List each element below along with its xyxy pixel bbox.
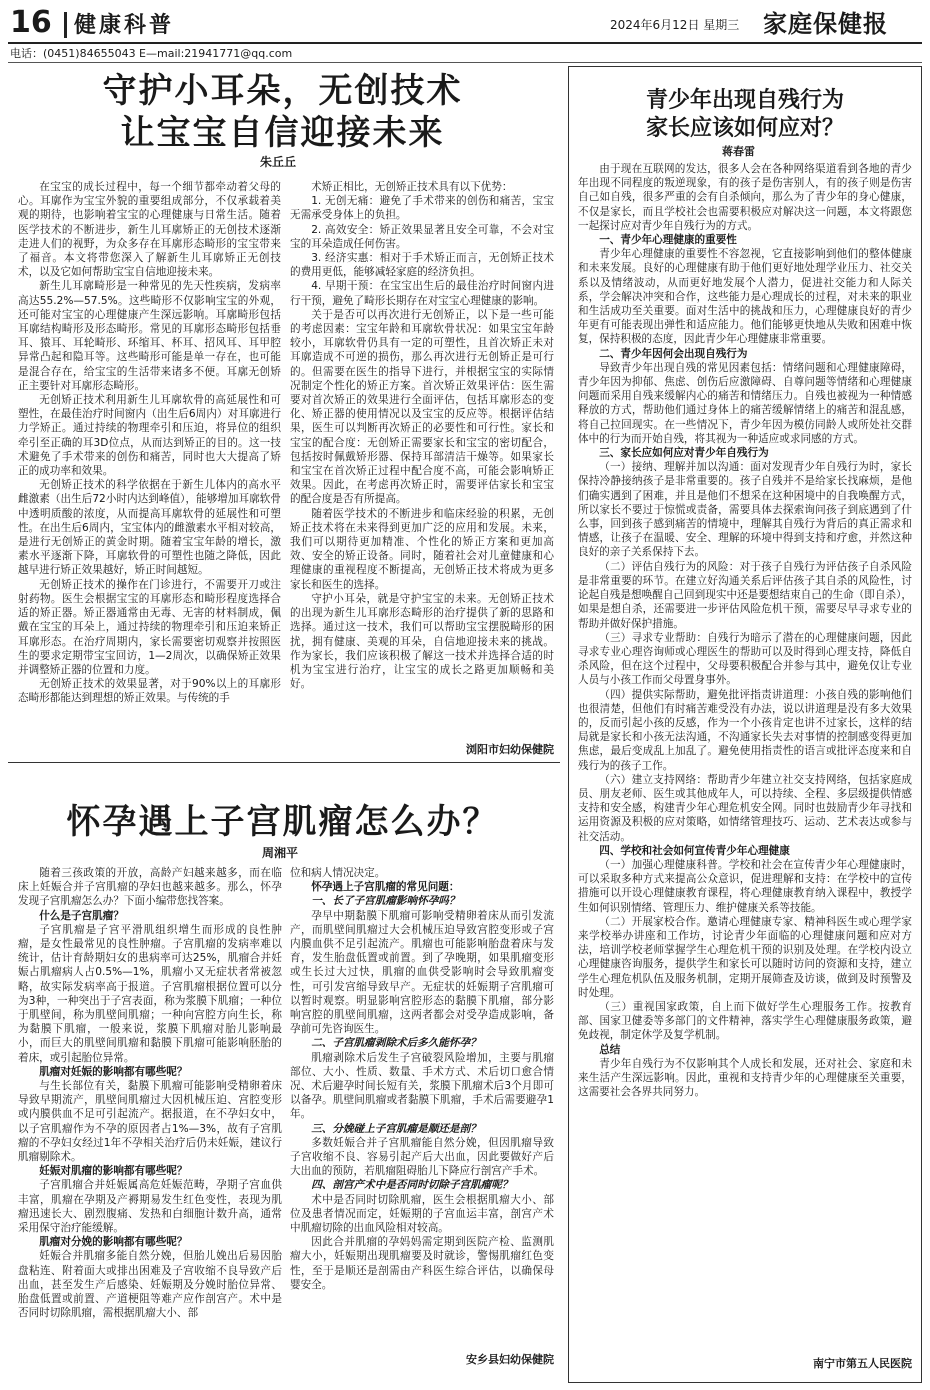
subheading: 总结: [599, 1043, 621, 1056]
header-rule: [8, 62, 922, 63]
subheading: 肌瘤对妊娠的影响都有哪些呢？: [39, 1065, 188, 1078]
article2-source: 安乡县妇幼保健院: [466, 1353, 554, 1366]
paragraph: 新生儿耳廓畸形是一种常见的先天性疾病，发病率高达55.2%—57.5%。这些畸形不仅影响宝宝的外观，还可能对宝宝的心理健康产生深远影响。耳廓畸形包括耳廓结构畸形及形态畸形。常见的耳廓形态畸形包括垂耳、猿耳、耳轮畸形、环缩耳、杯耳、招风耳、耳甲腔异常凸起和隐耳等。这些畸形可能是单一存在，也可能是混合存在，给宝宝的生活带来诸多不便。耳廓无创矫正主要针对耳廓形态畸形。: [18, 280, 281, 392]
paragraph: 因此合并肌瘤的孕妈妈需定期到医院产检、监测肌瘤大小，妊娠期出现肌瘤要及时就诊，警惕肌瘤红色变性，至于是顺还是剖需由产科医生综合评估，以确保母婴安全。: [290, 1236, 554, 1291]
paragraph: 孕早中期黏膜下肌瘤可影响受精卵着床从而引发流产，而肌壁间肌瘤过大会机械压迫导致宫腔变形或子宫内膜血供不足引起流产。肌瘤也可能影响胎盘着床与发育，发生胎盘低置或前置。到了孕晚期，如果肌瘤变形或生长过大过快，肌瘤的血供受影响时会导致肌瘤变性，可引发宫缩导致早产。无症状的妊娠期子宫肌瘤可以暂时观察。明显影响宫腔形态的黏膜下肌瘤，部分影响宫腔的肌壁间肌瘤，这两者都会对受孕造成影响，备孕前可先咨询医生。: [290, 909, 554, 1036]
article1-source: 浏阳市妇幼保健院: [466, 743, 554, 756]
article3-author: 蒋春雷: [722, 145, 755, 158]
article2-col1: [18, 866, 282, 1374]
paragraph: 1. 无创无痛：避免了手术带来的创伤和痛苦，宝宝无需承受身体上的负担。: [290, 195, 554, 222]
paragraph: 4. 早期干预：在宝宝出生后的最佳治疗时间窗内进行干预，避免了畸形长期存在对宝宝心理健康的影响。: [290, 280, 554, 307]
article3-source: 南宁市第五人民医院: [813, 1357, 912, 1370]
paragraph: 由于现在互联网的发达，很多人会在各种网络渠道看到各地的青少年出现不同程度的叛逆现象，有的孩子是伤害别人，有的孩子则是伤害自己如自残，很多严重的会有自杀倾向，那么为了青少年的身心健康，不仅是家长，而且学校社会也需要积极应对解决这一问题，本文将跟您一起探讨应对青少年自残行为的方式。: [578, 163, 912, 232]
article1-col1: [18, 180, 281, 735]
subheading: 肌瘤对分娩的影响都有哪些呢？: [39, 1236, 188, 1249]
paragraph: （四）提供实际帮助，避免批评指责讲道理：小孩自残的影响他们也很清楚，但他们有时痛苦难受没有办法，说以讲道理是没有多大效果的，反而引起小孩的反感，作为一个小孩肯定也讲不过家长，这样的结局就是家长和小孩无法沟通，不沟通家长失去对事情的控制感变得更加焦虑，最后变成乱上加乱了。避免使用指责性的语言或批评态度来和自残行为的孩子工作。: [578, 688, 912, 772]
contact-line: 电话：(0451)84655043 E—mail:21941771@qq.com: [10, 47, 293, 60]
paragraph: 3. 经济实惠：相对于手术矫正而言，无创矫正技术的费用更低，能够减轻家庭的经济负担。: [290, 252, 554, 279]
paragraph: 关于是否可以再次进行无创矫正，以下是一些可能的考虑因素：宝宝年龄和耳廓软骨状况：如果宝宝年龄较小，耳廓软骨仍具有一定的可塑性，且首次矫正未对耳廓造成不可逆的损伤，那么再次进行无创矫正是可行的。但需要在医生的指导下进行，并根据宝宝的实际情况制定个性化的矫正方案。首次矫正效果评估：医生需要对首次矫正的效果进行全面评估，包括耳廓形态的变化、矫正器的使用情况以及宝宝的反应等。根据评估结果，医生可以判断再次矫正的必要性和可行性。家长和宝宝的配合度：无创矫正需要家长和宝宝的密切配合，包括按时佩戴矫形器、保持耳部清洁干燥等。如果家长和宝宝在首次矫正过程中配合度不高，可能会影响矫正效果。因此，在考虑再次矫正时，需要评估家长和宝宝的配合度是否有所提高。: [290, 308, 554, 506]
paragraph: 多数妊娠合并子宫肌瘤能自然分娩，但因肌瘤导致子宫收缩不良、容易引起产后大出血，因此要做好产后大出血的预防，若肌瘤阻碍胎儿下降应行剖宫产手术。: [290, 1136, 554, 1178]
page-number: 16: [10, 5, 52, 40]
article1-title-line1: 守护小耳朵，无创技术: [102, 71, 463, 111]
paragraph: （三）重视国家政策，自上而下做好学生心理服务工作。按教育部、国家卫健委等多部门的文件精神，落实学生心理健康服务政策，避免歧视，制定休学及复学机制。: [578, 1000, 912, 1042]
section-title: 健康科普: [74, 12, 175, 38]
subheading: 四、学校和社会如何宣传青少年心理健康: [599, 844, 790, 857]
article2-col2: [290, 866, 554, 1346]
article2-author: 周湘平: [262, 846, 299, 860]
subheading: 什么是子宫肌瘤？: [39, 909, 124, 922]
paragraph: 青少年自残行为不仅影响其个人成长和发展，还对社会、家庭和未来生活产生深远影响。因此，重视和支持青少年的心理健康至关重要，这需要社会各界共同努力。: [578, 1057, 912, 1099]
article1-col2: [290, 180, 554, 740]
paragraph: 导致青少年出现自残的常见因素包括：情绪问题和心理健康障碍，青少年因为抑郁、焦虑、创伤后应激障碍、自尊问题等情绪和心理健康问题而采用自残来缓解内心的痛苦和情绪压力。自残也被视为一种情感释放的方式，帮助他们通过身体上的痛苦缓解情绪上的痛苦和混乱感，将自己拉回现实。在一些情况下，青少年因为模仿同龄人或所处社交群体中的行为而开始自残，将其视为一种适应或求同感的方式。: [578, 361, 912, 445]
paragraph: 无创矫正技术的操作在门诊进行，不需要开刀或注射药物。医生会根据宝宝的耳廓形态和畸形程度选择合适的矫正器。矫正器通常由无毒、无害的材料制成，佩戴在宝宝的耳朵上，通过持续的物理牵引和压迫来矫正耳廓形态。在治疗周期内，家长需要密切观察并按照医生的要求定期带宝宝回访，1—2周次，以确保矫正效果并调整矫正器的位置和力度。: [18, 578, 281, 676]
masthead-divider: [64, 12, 67, 38]
paragraph: 随着医学技术的不断进步和临床经验的积累，无创矫正技术将在未来得到更加广泛的应用和发展。未来，我们可以期待更加精准、个性化的矫正方案和更加高效、安全的矫正设备。同时，随着社会对儿童健康和心理健康的重视程度不断提高，无创矫正技术将成为更多家长和医生的选择。: [290, 507, 554, 591]
article3-title-line2: 家长应该如何应对？: [645, 115, 844, 141]
article-divider: [8, 762, 560, 763]
question-heading: 三、分娩碰上子宫肌瘤是顺还是剖？: [311, 1122, 481, 1135]
paragraph: 位和病人情况决定。: [290, 867, 386, 879]
article2-title: 怀孕遇上子宫肌瘤怎么办？: [66, 802, 499, 842]
paragraph: 青少年心理健康的重要性不容忽视，它直接影响到他们的整体健康和未来发展。良好的心理健康有助于他们更好地处理学业压力、社交关系以及情绪波动，从而更好地发展个人潜力，促进社交能力和人际关系，学会解决冲突和合作，这些能力是心理成长的过程，对未来的职业和生活成功至关重要。面对生活中的挑战和压力，心理健康良好的青少年更有可能表现出弹性和适应能力。他们能够更快地从失败和困难中恢复，保持积极的态度，因此青少年心理健康非常重要。: [578, 248, 912, 346]
issue-date: 2024年6月12日 星期三: [610, 18, 740, 32]
article1-title-line2: 让宝宝自信迎接未来: [120, 113, 445, 153]
subheading: 二、青少年因何会出现自残行为: [599, 347, 748, 360]
subheading: 三、家长应如何应对青少年自残行为: [599, 447, 769, 460]
paragraph: 无创矫正技术的科学依据在于新生儿体内的高水平雌激素（出生后72小时内达到峰值），能够增加耳廓软骨中透明质酸的浓度，从而提高耳廓软骨的延展性和可塑性。在出生后6周内，宝宝体内的雌激素水平相对较高，是进行无创矫正的黄金时期。随着宝宝年龄的增长，激素水平逐渐下降，耳廓软骨的可塑性也随之降低，因此越早进行矫正效果越好，矫正时间越短。: [18, 479, 281, 577]
paragraph: 随着三孩政策的开放，高龄产妇越来越多，而在临床上妊娠合并子宫肌瘤的孕妇也越来越多。那么，怀孕发现子宫肌瘤怎么办？下面小编带您找答案。: [18, 867, 282, 908]
paragraph: （一）接纳、理解并加以沟通：面对发现青少年自残行为时，家长保持冷静接纳孩子是非常重要的。孩子自残并不是给家长找麻烦，是他们确实遇到了困难，并且是他们不想采在这种困境中的自我唤醒方式，所以家长不要过于惊慌或责备，需要具体去探索询问孩子到底遇到了什么事，回到孩子感到痛苦的情境中，理解其自残行为背后的真正需求和情感，让孩子在温暖、安全、理解的环境中得到支持和疗愈，并然这种良好的亲子关系保持下去。: [578, 461, 912, 559]
subheading: 怀孕遇上子宫肌瘤的常见问题：: [311, 881, 460, 894]
subheading: 妊娠对肌瘤的影响都有哪些呢？: [39, 1165, 188, 1178]
article3-body: [578, 162, 912, 1352]
paragraph: （一）加强心理健康科普。学校和社会在宣传青少年心理健康时，可以采取多种方式来提高公众意识，促进理解和支持：在学校中的宣传措施可以开设心理健康教育课程，将心理健康教育纳入课程中，教授学生如何识别情绪、管理压力、维护健康关系等技能。: [578, 858, 912, 914]
paragraph: （二）开展家校合作。邀请心理健康专家、精神科医生或心理学家来学校举办讲座和工作坊，讨论青少年面临的心理健康问题和应对方法，培训学校老师掌握学生心理危机干预的识别及处理。在学校内设立心理健康咨询服务，提供学生和家长可以随时访问的资源和支持，建立学生心理危机队伍及服务机制，定期开展筛查及访谈，做到及时预警及时处理。: [578, 915, 912, 999]
question-heading: 二、子宫肌瘤剥除术后多久能怀孕？: [311, 1037, 481, 1050]
paragraph: 在宝宝的成长过程中，每一个细节都牵动着父母的心。耳廓作为宝宝外貌的重要组成部分，不仅承载着美观的期待，也影响着宝宝的心理健康与日常生活。随着医学技术的不断进步，新生儿耳廓矫正的无创技术逐渐走进人们的视野，为众多存在耳廓形态畸形的宝宝带来了福音。本文将带您深入了解新生儿耳廓矫正无创技术，以及它如何帮助宝宝自信地迎接未来。: [18, 181, 281, 279]
paragraph: 妊娠合并肌瘤多能自然分娩，但胎儿娩出后易因胎盘粘连、附着面大或排出困难及子宫收缩不良导致产后出血，甚至发生产后感染、妊娠期及分娩时胎位异常、胎盘低置或前置、产道梗阻等难产应作剖宫产。术中是否同时切除肌瘤，需根据肌瘤大小、部: [18, 1250, 282, 1320]
paragraph: （六）建立支持网络：帮助青少年建立社交支持网络，包括家庭成员、朋友老师、医生或其他成年人，可以持续、全程、多层级提供情感支持和安全感，构建青少年心理危机安全网。同时也鼓励青少年寻找和运用资源及积极的应对策略，如情绪管理技巧、运动、艺术表达或参与社交活动。: [578, 773, 912, 843]
paragraph: 无创矫正技术利用新生儿耳廓软骨的高延展性和可塑性，在最佳治疗时间窗内（出生后6周内）对耳廓进行力学矫正。通过持续的物理牵引和压迫，将异位的组织牵引至正确的耳3D位点，从而达到矫正的目的。这一技术避免了手术带来的创伤和痛苦，同时也大大提高了矫正的成功率和效果。: [18, 394, 281, 478]
paragraph: （二）评估自残行为的风险：对于孩子自残行为评估孩子自杀风险是非常重要的环节。在建立好沟通关系后评估孩子其自杀的风险性，讨论起自残是想唤醒自己回到现实中还是要想结束自己的生命（即自杀），如果是想自杀，还需要进一步评估风险危机干预，需要尽早寻求专业的帮助并做好保护措施。: [578, 560, 912, 630]
paragraph: 术中是否同时切除肌瘤，医生会根据肌瘤大小、部位及患者情况而定，妊娠期的子宫血运丰富，剖宫产术中肌瘤切除的出血风险相对较高。: [290, 1193, 554, 1235]
paragraph: 2. 高效安全：矫正效果显著且安全可靠，不会对宝宝的耳朵造成任何伤害。: [290, 223, 554, 250]
paragraph: 子宫肌瘤是子宫平滑肌组织增生而形成的良性肿瘤，是女性最常见的良性肿瘤。子宫肌瘤的发病率难以统计，估计育龄期妇女的患病率可达25%，肌瘤合并妊娠占肌瘤病人占0.5%—1%，肌瘤小又无症状者常被忽略，故实际发病率高于报道。子宫肌瘤根据位置可以分为3种，一种突出于子宫表面，称为浆膜下肌瘤；一种位于肌壁间，称为肌壁间肌瘤；一种向宫腔方向生长，称为黏膜下肌瘤，一般来说，浆膜下肌瘤对胎儿影响最小，而巨大的肌壁间肌瘤和黏膜下肌瘤可能影响胚胎的着床，或引起胎位异常。: [18, 923, 282, 1064]
subheading: 一、青少年心理健康的重要性: [599, 234, 737, 247]
paragraph: 与生长部位有关，黏膜下肌瘤可能影响受精卵着床导致早期流产，肌壁间肌瘤过大因机械压迫、宫腔变形或内膜供血不足可引起流产。据报道，在不孕妇女中，以子宫肌瘤作为不孕的原因者占1%—3%，故有子宫肌瘤的不孕妇女经过1年不孕相关治疗后仍未妊娠，建议行肌瘤剔除术。: [18, 1080, 282, 1164]
article3-title-line1: 青少年出现自残行为: [645, 87, 844, 113]
paragraph: （三）寻求专业帮助：自残行为暗示了潜在的心理健康问题，因此寻求专业心理咨询师或心理医生的帮助可以及时得到心理支持，降低自杀风险，但在这个过程中，父母要积极配合并参与其中，避免仅让专业人员与小孩工作而父母置身事外。: [578, 631, 912, 687]
paragraph: 肌瘤剥除术后发生子宫破裂风险增加，主要与肌瘤部位、大小、性质、数量、手术方式、术后切口愈合情况、术后避孕时间长短有关，浆膜下肌瘤术后3个月即可以备孕。肌壁间肌瘤或者黏膜下肌瘤，手术后需要避孕1年。: [290, 1051, 554, 1121]
paragraph: 子宫肌瘤合并妊娠属高危妊娠范畴，孕期子宫血供丰富，肌瘤在孕期及产褥期易发生红色变性，表现为肌瘤迅速长大、剧烈腹痛、发热和白细胞计数升高，通常采用保守治疗能缓解。: [18, 1179, 282, 1235]
paragraph: 守护小耳朵，就是守护宝宝的未来。无创矫正技术的出现为新生儿耳廓形态畸形的治疗提供了新的思路和选择。通过这一技术，我们可以帮助宝宝摆脱畸形的困扰，拥有健康、美观的耳朵，自信地迎接未来的挑战。作为家长，我们应该积极了解这一技术并选择合适的时机为宝宝进行治疗，让宝宝的成长之路更加顺畅和美好。: [290, 592, 554, 691]
article1-author: 朱丘丘: [260, 155, 297, 169]
question-heading: 一、长了子宫肌瘤影响怀孕吗？: [311, 895, 460, 908]
masthead-rule: [8, 42, 922, 44]
question-heading: 四、剖宫产术中是否同时切除子宫肌瘤呢？: [311, 1179, 513, 1192]
paragraph: 术矫正相比，无创矫正技术具有以下优势：: [311, 181, 513, 193]
newspaper-name: 家庭保健报: [763, 9, 888, 38]
paragraph: 无创矫正技术的效果显著，对于90%以上的耳廓形态畸形都能达到理想的矫正效果。与传统的手: [18, 678, 281, 705]
